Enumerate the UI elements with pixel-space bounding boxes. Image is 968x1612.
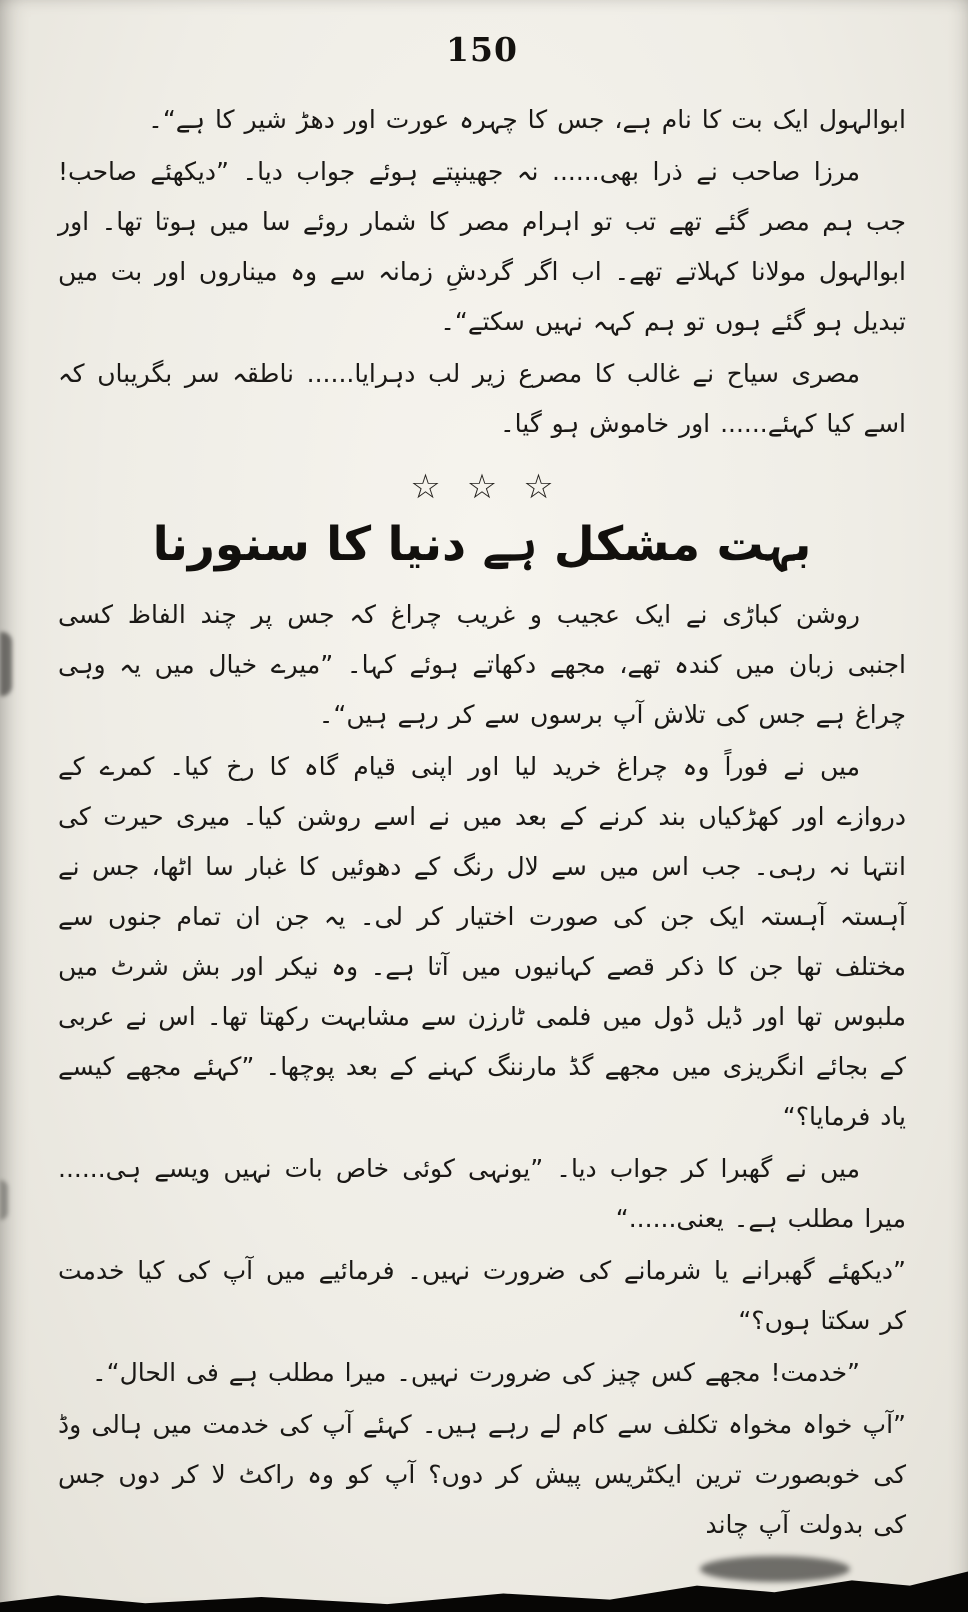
paragraph: میں نے گھبرا کر جواب دیا۔ ”یونہی کوئی خاص بات نہیں ویسے ہی...... میرا مطلب ہے۔ یعنی......“ — [58, 1154, 906, 1233]
paragraph-dialogue: ”آپ خواہ مخواہ تکلف سے کام لے رہے ہیں۔ کہئے آپ کی خدمت میں ہالی وڈ کی خوبصورت ترین ایکٹریس پیش کر دوں؟ آپ کو وہ راکٹ لا کر دوں جس کی بدولت آپ چاند — [58, 1410, 906, 1539]
scan-smudge-artifact — [0, 1180, 8, 1220]
paragraph: میں نے فوراً وہ چراغ خرید لیا اور اپنی قیام گاہ کا رخ کیا۔ کمرے کے دروازے اور کھڑکیاں بند کرنے کے بعد میں نے اسے روشن کیا۔ میری حیرت کی انتہا نہ رہی۔ جب اس میں سے لال رنگ کے دھوئیں کا غبار سا اٹھا، جس نے آہستہ آہستہ ایک جن کی صورت اختیار کر لی۔ یہ جن ان تمام جنوں سے مختلف تھا جن کا ذکر قصے کہانیوں میں آتا ہے۔ وہ نیکر اور بش شرٹ میں ملبوس تھا اور ڈیل ڈول میں فلمی ٹارزن سے مشابہت رکھتا تھا۔ اس نے عربی کے بجائے انگریزی میں مجھے گڈ مارننگ کہنے کے بعد پوچھا۔ ”کہئے مجھے کیسے یاد فرمایا؟“ — [58, 752, 906, 1131]
paragraph: مرزا صاحب نے ذرا بھی...... نہ جھینپتے ہوئے جواب دیا۔ ”دیکھئے صاحب! جب ہم مصر گئے تھے تب تو اہرام مصر کا شمار روئے سا میں ہوتا تھا۔ اور ابوالہول مولانا کہلاتے تھے۔ اب اگر گردشِ زمانہ سے وہ میناروں اور بت میں تبدیل ہو گئے ہوں تو ہم کہہ نہیں سکتے“۔ — [58, 157, 906, 336]
scan-ink-blob-artifact — [700, 1556, 850, 1582]
paragraph: مصری سیاح نے غالب کا مصرع زیر لب دہرایا...... ناطقہ سر بگریباں کہ اسے کیا کہئے...... اور خاموش ہو گیا۔ — [58, 359, 906, 438]
paragraph-continuation: ابوالہول ایک بت کا نام ہے، جس کا چہرہ عورت اور دھڑ شیر کا ہے“۔ — [148, 105, 906, 134]
section-separator-stars-icon: ☆☆☆ — [410, 467, 580, 507]
paragraph-dialogue: ”دیکھئے گھبرانے یا شرمانے کی ضرورت نہیں۔ فرمائیے میں آپ کی کیا خدمت کر سکتا ہوں؟“ — [58, 1256, 906, 1335]
section-heading: بہت مشکل ہے دنیا کا سنورنا — [152, 517, 812, 572]
scan-smudge-artifact — [0, 632, 12, 696]
page-number: 150 — [446, 30, 518, 69]
paragraph: روشن کباڑی نے ایک عجیب و غریب چراغ کہ جس پر چند الفاظ کسی اجنبی زبان میں کندہ تھے، مجھے دکھاتے ہوئے کہا۔ ”میرے خیال میں یہ وہی چراغ ہے جس کی تلاش آپ برسوں سے کر رہے ہیں“۔ — [58, 600, 906, 729]
paragraph-dialogue: ”خدمت! مجھے کس چیز کی ضرورت نہیں۔ میرا مطلب ہے فی الحال“۔ — [91, 1358, 860, 1387]
